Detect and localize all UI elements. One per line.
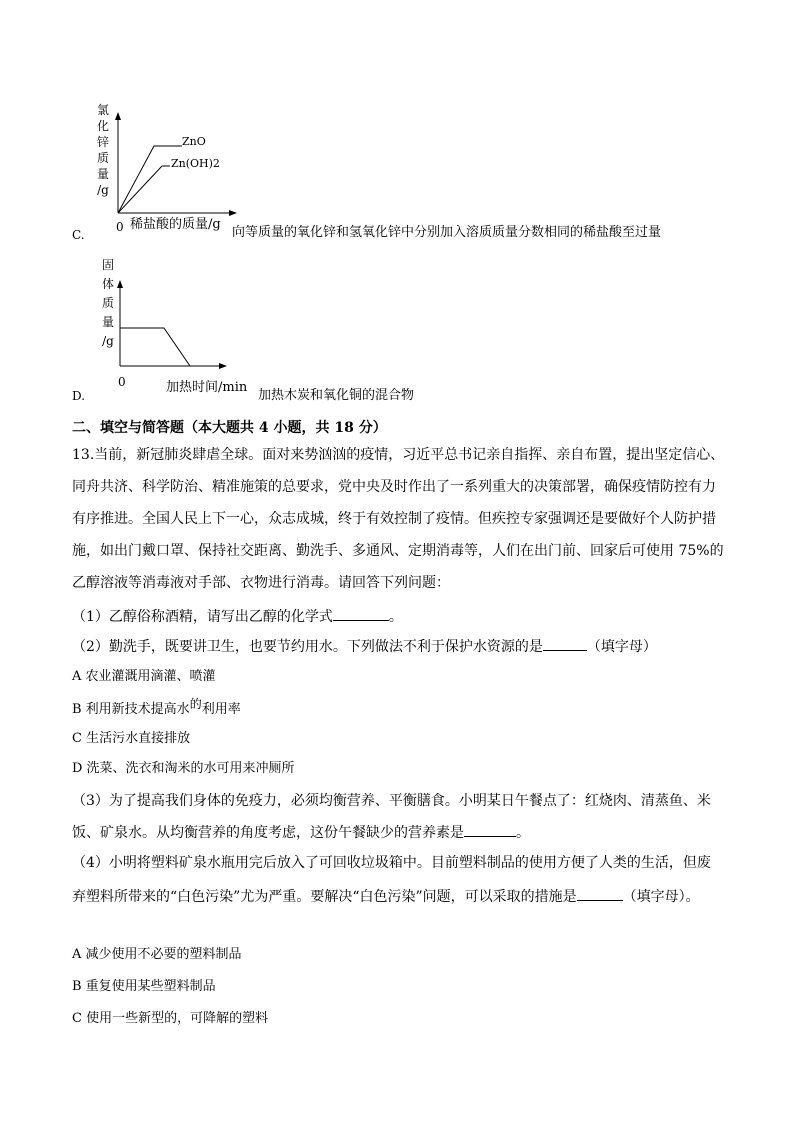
option-d-x-arrow: [219, 363, 227, 369]
q13-p2-option-a: A 农业灌溉用滴灌、喷灌: [72, 669, 216, 684]
q13-part-3-line-2: 饭、矿泉水。从均衡营养的角度考虑，这份午餐缺少的营养素是 。: [72, 825, 530, 841]
option-c-xlabel: 稀盐酸的质量/g: [130, 217, 221, 232]
q13-line-1: 13.当前，新冠肺炎肆虐全球。面对来势汹汹的疫情，习近平总书记亲自指挥、亲自布置，提出坚定信心、: [72, 447, 725, 463]
option-d-origin: 0: [118, 375, 126, 389]
q13-p2-option-c: C 生活污水直接排放: [72, 731, 191, 746]
q13-part-3-line-1: （3）为了提高我们身体的免疫力，必须均衡营养、平衡膳食。小明某日午餐点了：红烧肉、清蒸鱼、米: [72, 793, 711, 809]
option-c-znoh2-line: [118, 166, 170, 213]
option-d-label: D.: [72, 389, 86, 403]
option-c-x-arrow: [229, 210, 237, 216]
option-c-label: C.: [72, 228, 85, 242]
answer-blank-1[interactable]: [333, 608, 389, 621]
q13-part-1: （1）乙醇俗称酒精，请写出乙醇的化学式 。: [72, 609, 403, 625]
answer-blank-2[interactable]: [543, 638, 587, 651]
q13-line-4: 施，如出门戴口罩、保持社交距离、勤洗手、多通风、定期消毒等，人们在出门前、回家后可使用 75%的: [72, 543, 724, 559]
option-d-xlabel: 加热时间/min: [166, 380, 248, 395]
q13-p2-option-d: D 洗菜、洗衣和淘米的水可用来冲厕所: [72, 761, 295, 776]
q13-p4-option-a: A 减少使用不必要的塑料制品: [72, 947, 242, 962]
q13-p4-option-b: B 重复使用某些塑料制品: [72, 979, 216, 994]
q13-p4-option-c: C 使用一些新型的，可降解的塑料: [72, 1011, 269, 1026]
option-d-description: 加热木炭和氧化铜的混合物: [258, 388, 415, 403]
option-c-y-arrow: [115, 112, 121, 120]
q13-line-5: 乙醇溶液等消毒液对手部、衣物进行消毒。请回答下列问题：: [72, 575, 450, 591]
option-d-ylabel: 固 体 质 量 /g: [101, 258, 114, 348]
q13-line-3: 有序推进。全国人民上下一心，众志成城，终于有效控制了疫情。但疾控专家强调还是要做好个人防护措: [72, 511, 716, 527]
option-c-series-zno: ZnO: [182, 135, 206, 148]
q13-p2-option-b: B 利用新技术提高水的利用率: [72, 697, 241, 717]
option-d-mass-line: [120, 328, 190, 366]
option-c-ylabel: 氯 化 锌 质 量 /g: [96, 103, 109, 197]
answer-blank-3[interactable]: [464, 824, 516, 837]
option-d-axes: [96, 252, 256, 392]
q13-part-2: （2）勤洗手，既要讲卫生，也要节约用水。下列做法不利于保护水资源的是 （填字母）: [72, 639, 657, 655]
q13-part-4-line-2: 弃塑料所带来的“白色污染”尤为严重。要解决“白色污染”问题，可以采取的措施是 （填字母）。: [72, 889, 700, 905]
answer-blank-4[interactable]: [577, 888, 623, 901]
q13-line-2: 同舟共济、科学防治、精准施策的总要求，党中央及时作出了一系列重大的决策部署，确保疫情防控有力: [72, 479, 716, 495]
option-d-y-arrow: [117, 280, 123, 288]
option-c-origin: 0: [116, 220, 124, 234]
option-c-description: 向等质量的氧化锌和氢氧化锌中分别加入溶质质量分数相同的稀盐酸至过量: [232, 225, 662, 240]
option-d-figure: [96, 252, 256, 392]
section-heading: 二、填空与简答题（本大题共 4 小题，共 18 分）: [72, 420, 387, 436]
q13-part-4-line-1: （4）小明将塑料矿泉水瓶用完后放入了可回收垃圾箱中。目前塑料制品的使用方便了人类的生活，但废: [72, 855, 711, 871]
option-c-series-znoh2: Zn(OH)2: [171, 157, 220, 170]
